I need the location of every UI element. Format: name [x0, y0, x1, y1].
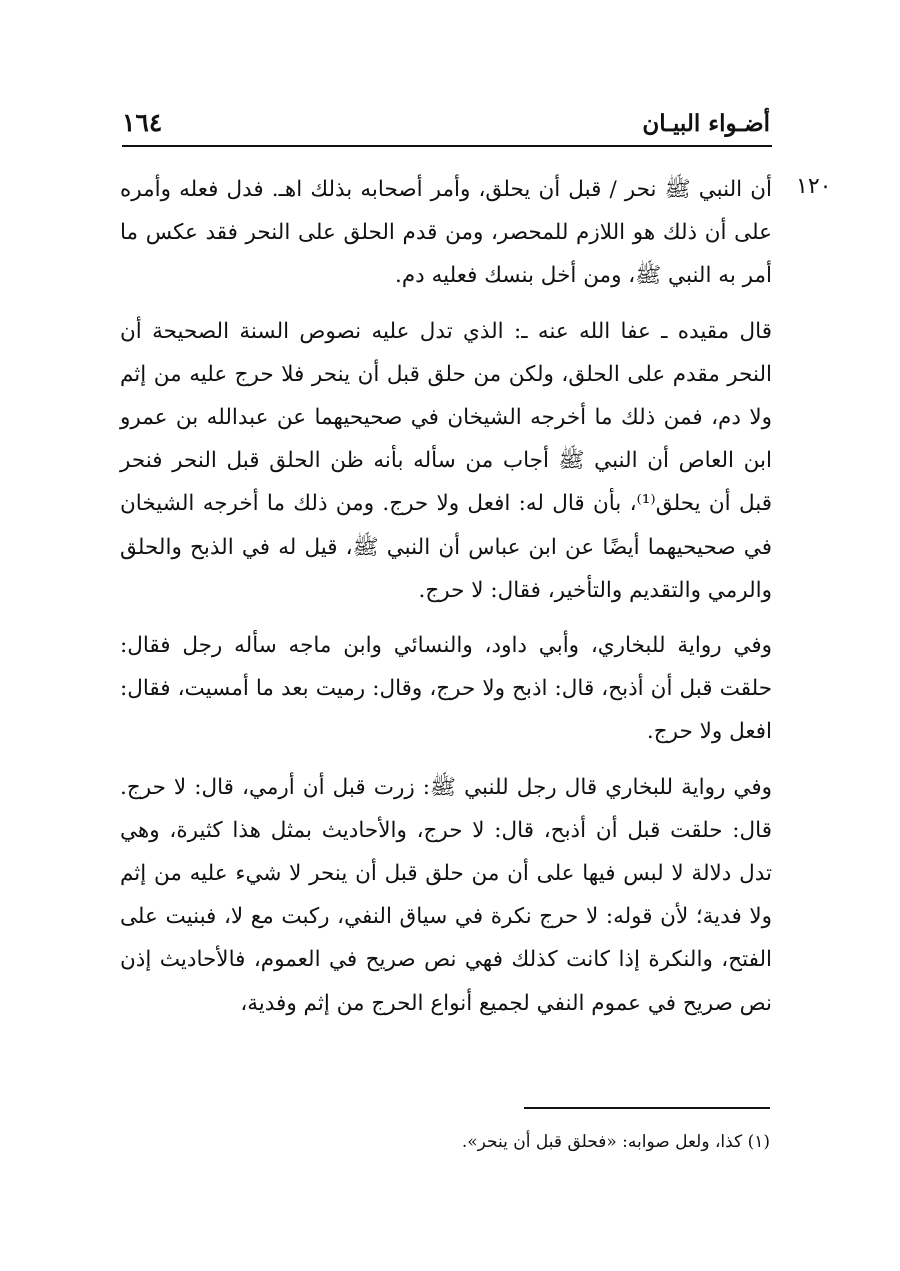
page-number: ١٦٤	[122, 108, 163, 137]
paragraph: أن النبي ﷺ نحر / قبل أن يحلق، وأمر أصحابه بذلك اهـ. فدل فعله وأمره على أن ذلك هو اللازم للمحصر، ومن قدم الحلق على النحر فقد عكس ما أمر به النبي ﷺ، ومن أخل بنسك فعليه دم.	[120, 177, 772, 289]
footnote-divider	[524, 1107, 770, 1109]
main-text	[120, 168, 772, 1025]
running-title: أضـواء البيـان	[642, 110, 770, 137]
page-header	[122, 104, 770, 144]
paragraph: وفي رواية للبخاري، وأبي داود، والنسائي وابن ماجه سأله رجل فقال: حلقت قبل أن أذبح، قال: اذبح ولا حرج، وقال: رميت بعد ما أمسيت، فقال: افعل ولا حرج.	[120, 633, 772, 745]
paragraph: وفي رواية للبخاري قال رجل للنبي ﷺ: زرت قبل أن أرمي، قال: لا حرج. قال: حلقت قبل أن أذبح، قال: لا حرج، والأحاديث بمثل هذا كثيرة، وهي تدل دلالة لا لبس فيها على أن من حلق قبل أن ينحر لا شيء عليه من إثم ولا فدية؛ لأن قوله: لا حرج نكرة في سياق النفي، ركبت مع لا، فبنيت على الفتح، والنكرة إذا كانت كذلك فهي نص صريح في العموم، فالأحاديث إذن نص صريح في عموم النفي لجميع أنواع الحرج من إثم وفدية،	[120, 774, 772, 1016]
footnote: (١) كذا، ولعل صوابه: «فحلق قبل أن ينحر».	[461, 1132, 770, 1152]
margin-page-reference: ١٢٠	[796, 174, 832, 199]
header-divider	[122, 145, 772, 147]
paragraph: قال مقيده ـ عفا الله عنه ـ: الذي تدل عليه نصوص السنة الصحيحة أن النحر مقدم على الحلق، ولكن من حلق قبل أن ينحر فلا حرج عليه من إثم ولا دم، فمن ذلك ما أخرجه الشيخان في صحيحيهما عن عبدالله بن عمرو ابن العاص أن النبي ﷺ أجاب من سأله بأنه ظن الحلق قبل النحر فنحر قبل أن يحلق⁽¹⁾، بأن قال له: افعل ولا حرج. ومن ذلك ما أخرجه الشيخان في صحيحيهما أيضًا عن ابن عباس أن النبي ﷺ، قيل له في الذبح والحلق والرمي والتقديم والتأخير، فقال: لا حرج.	[120, 318, 772, 603]
